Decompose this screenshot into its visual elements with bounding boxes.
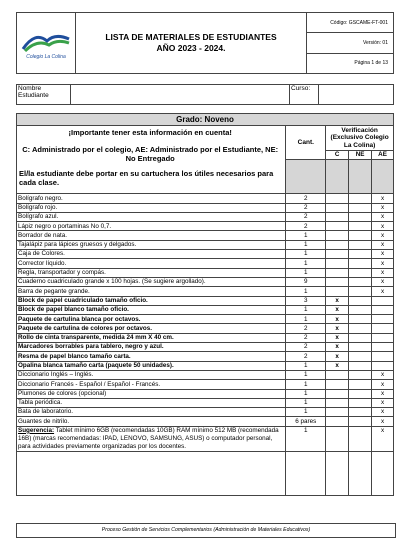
check-c[interactable] bbox=[326, 231, 349, 240]
ae-header: AE bbox=[372, 151, 394, 160]
material-row bbox=[17, 398, 394, 407]
material-description: Tajalápiz para lápices gruesos y delgados. bbox=[17, 240, 286, 249]
check-c[interactable]: x bbox=[326, 324, 349, 333]
material-description: Diccionario Francés - Español / Español - Francés. bbox=[17, 380, 286, 389]
material-description: Regla, transportador y compás. bbox=[17, 268, 286, 277]
blank-c bbox=[326, 451, 349, 495]
material-quantity: 2 bbox=[286, 333, 326, 342]
material-description: Bolígrafo negro. bbox=[17, 194, 286, 203]
check-ae[interactable]: x bbox=[372, 250, 394, 259]
material-quantity: 1 bbox=[286, 398, 326, 407]
check-ne[interactable] bbox=[349, 277, 372, 286]
material-row bbox=[17, 380, 394, 389]
material-description: Paquete de cartulina blanca por octavos. bbox=[17, 315, 286, 324]
material-description: Barra de pegante grande. bbox=[17, 287, 286, 296]
check-c[interactable] bbox=[326, 222, 349, 231]
material-quantity: 1 bbox=[286, 250, 326, 259]
title-line-2: AÑO 2023 - 2024. bbox=[156, 43, 226, 53]
document-footer: Proceso Gestión de Servicios Complementarios (Administración de Materiales Educativos) bbox=[16, 523, 396, 538]
material-row bbox=[17, 222, 394, 231]
check-ae[interactable]: x bbox=[372, 268, 394, 277]
materials-table bbox=[16, 113, 394, 496]
check-ae[interactable]: x bbox=[372, 287, 394, 296]
check-ne[interactable] bbox=[349, 231, 372, 240]
check-ne[interactable] bbox=[349, 287, 372, 296]
check-ne[interactable] bbox=[349, 370, 372, 379]
check-c[interactable] bbox=[326, 370, 349, 379]
check-ne[interactable] bbox=[349, 296, 372, 305]
material-description: Plumones de colores (opcional) bbox=[17, 389, 286, 398]
material-row bbox=[17, 370, 394, 379]
material-description: Bolígrafo azul. bbox=[17, 212, 286, 221]
c-header-fill bbox=[326, 160, 349, 194]
check-ae[interactable]: x bbox=[372, 408, 394, 417]
material-quantity: 2 bbox=[286, 212, 326, 221]
material-quantity: 1 bbox=[286, 240, 326, 249]
material-description: Diccionario Inglés – Inglés. bbox=[17, 370, 286, 379]
blank-qty bbox=[286, 451, 326, 495]
check-c[interactable]: x bbox=[326, 333, 349, 342]
check-ne[interactable] bbox=[349, 333, 372, 342]
ne-header: NE bbox=[349, 151, 372, 160]
check-c[interactable] bbox=[326, 268, 349, 277]
page-number: Página 1 de 13 bbox=[307, 53, 394, 73]
material-quantity: 6 pares bbox=[286, 417, 326, 426]
check-ae[interactable]: x bbox=[372, 203, 394, 212]
material-row bbox=[17, 361, 394, 370]
student-info bbox=[16, 84, 394, 105]
material-row bbox=[17, 212, 394, 221]
material-description: Tabla periódica. bbox=[17, 398, 286, 407]
material-quantity: 2 bbox=[286, 194, 326, 203]
hills-logo-icon bbox=[21, 27, 71, 53]
material-row bbox=[17, 203, 394, 212]
check-c[interactable] bbox=[326, 417, 349, 426]
check-ne[interactable] bbox=[349, 380, 372, 389]
check-ne[interactable] bbox=[349, 268, 372, 277]
material-description: Corrector líquido. bbox=[17, 259, 286, 268]
student-name-label: Nombre Estudiante bbox=[17, 85, 71, 105]
check-c[interactable] bbox=[326, 408, 349, 417]
check-ae[interactable] bbox=[372, 315, 394, 324]
check-ne[interactable] bbox=[349, 222, 372, 231]
material-description: Marcadores borrables para tablero, negro y azul. bbox=[17, 343, 286, 352]
suggestion-qty: 1 bbox=[286, 426, 326, 451]
material-quantity: 1 bbox=[286, 315, 326, 324]
material-quantity: 1 bbox=[286, 305, 326, 314]
material-quantity: 2 bbox=[286, 352, 326, 361]
check-ae[interactable] bbox=[372, 352, 394, 361]
check-c[interactable]: x bbox=[326, 305, 349, 314]
check-ae[interactable]: x bbox=[372, 231, 394, 240]
check-c[interactable] bbox=[326, 398, 349, 407]
check-ae[interactable]: x bbox=[372, 222, 394, 231]
check-ae[interactable]: x bbox=[372, 389, 394, 398]
material-description: Bolígrafo rojo. bbox=[17, 203, 286, 212]
material-row bbox=[17, 277, 394, 286]
grade-heading: Grado: Noveno bbox=[17, 114, 394, 126]
ne-header-fill bbox=[349, 160, 372, 194]
material-quantity: 1 bbox=[286, 370, 326, 379]
check-c[interactable] bbox=[326, 203, 349, 212]
material-quantity: 1 bbox=[286, 287, 326, 296]
material-quantity: 1 bbox=[286, 361, 326, 370]
material-description: Rollo de cinta transparente, medida 24 mm X 40 cm. bbox=[17, 333, 286, 342]
check-ne[interactable] bbox=[349, 250, 372, 259]
material-row bbox=[17, 315, 394, 324]
material-quantity: 1 bbox=[286, 380, 326, 389]
material-description: Caja de Colores. bbox=[17, 250, 286, 259]
check-ne[interactable] bbox=[349, 212, 372, 221]
check-ae[interactable]: x bbox=[372, 370, 394, 379]
check-c[interactable] bbox=[326, 277, 349, 286]
check-ne[interactable] bbox=[349, 203, 372, 212]
check-ae[interactable]: x bbox=[372, 417, 394, 426]
check-ae[interactable]: x bbox=[372, 240, 394, 249]
check-c[interactable] bbox=[326, 389, 349, 398]
material-row bbox=[17, 352, 394, 361]
material-description: Bata de laboratorio. bbox=[17, 408, 286, 417]
material-quantity: 2 bbox=[286, 324, 326, 333]
check-ae[interactable]: x bbox=[372, 194, 394, 203]
material-row bbox=[17, 305, 394, 314]
check-ae[interactable] bbox=[372, 324, 394, 333]
material-row bbox=[17, 408, 394, 417]
material-row bbox=[17, 324, 394, 333]
material-quantity: 1 bbox=[286, 268, 326, 277]
material-row bbox=[17, 333, 394, 342]
material-description: Lápiz negro o portaminas No 0,7. bbox=[17, 222, 286, 231]
material-row bbox=[17, 296, 394, 305]
check-ae[interactable]: x bbox=[372, 277, 394, 286]
material-row bbox=[17, 389, 394, 398]
check-ne[interactable] bbox=[349, 389, 372, 398]
check-c[interactable] bbox=[326, 212, 349, 221]
check-ae[interactable]: x bbox=[372, 398, 394, 407]
material-quantity: 2 bbox=[286, 343, 326, 352]
c-header: C bbox=[326, 151, 349, 160]
check-ae[interactable]: x bbox=[372, 212, 394, 221]
blank-ne bbox=[349, 451, 372, 495]
check-ne[interactable] bbox=[349, 240, 372, 249]
material-description: Guantes de nitrilo. bbox=[17, 417, 286, 426]
blank-ae bbox=[372, 451, 394, 495]
suggestion-ne[interactable] bbox=[349, 426, 372, 451]
check-ae[interactable] bbox=[372, 361, 394, 370]
material-description: Cuaderno cuadriculado grande x 100 hojas. (Se sugiere argollado). bbox=[17, 277, 286, 286]
check-ne[interactable] bbox=[349, 361, 372, 370]
blank-row bbox=[17, 451, 286, 495]
material-description: Resma de papel blanco tamaño carta. bbox=[17, 352, 286, 361]
document-code: Código: GSCAME-FT-001 bbox=[307, 13, 394, 33]
check-ne[interactable] bbox=[349, 408, 372, 417]
check-ne[interactable] bbox=[349, 352, 372, 361]
check-ae[interactable] bbox=[372, 333, 394, 342]
school-logo bbox=[17, 13, 76, 74]
check-ne[interactable] bbox=[349, 398, 372, 407]
material-row bbox=[17, 268, 394, 277]
check-ne[interactable] bbox=[349, 194, 372, 203]
material-quantity: 2 bbox=[286, 222, 326, 231]
check-c[interactable]: x bbox=[326, 296, 349, 305]
check-ne[interactable] bbox=[349, 259, 372, 268]
course-field[interactable] bbox=[319, 85, 394, 105]
material-row bbox=[17, 259, 394, 268]
material-row bbox=[17, 250, 394, 259]
document-header bbox=[16, 12, 394, 74]
title-line-1: LISTA DE MATERIALES DE ESTUDIANTES bbox=[105, 32, 277, 42]
suggestion-cell bbox=[17, 426, 286, 451]
important-title: ¡Importante tener esta información en cuenta! bbox=[68, 128, 232, 137]
quantity-header: Cant. bbox=[286, 126, 326, 160]
check-c[interactable] bbox=[326, 380, 349, 389]
suggestion-label: Sugerencia: bbox=[18, 426, 55, 434]
material-quantity: 3 bbox=[286, 296, 326, 305]
logo-text: Colegio La Colina bbox=[26, 53, 66, 60]
material-quantity: 1 bbox=[286, 408, 326, 417]
material-quantity: 2 bbox=[286, 203, 326, 212]
check-ne[interactable] bbox=[349, 343, 372, 352]
check-c[interactable] bbox=[326, 250, 349, 259]
check-ne[interactable] bbox=[349, 315, 372, 324]
material-row bbox=[17, 231, 394, 240]
check-c[interactable]: x bbox=[326, 315, 349, 324]
student-name-field[interactable] bbox=[71, 85, 290, 105]
check-c[interactable]: x bbox=[326, 352, 349, 361]
material-quantity: 1 bbox=[286, 259, 326, 268]
check-c[interactable]: x bbox=[326, 343, 349, 352]
material-quantity: 1 bbox=[286, 389, 326, 398]
check-c[interactable] bbox=[326, 240, 349, 249]
document-title bbox=[76, 13, 307, 74]
verification-header: Verificación (Exclusivo Colegio La Colina) bbox=[326, 126, 394, 151]
check-ae[interactable] bbox=[372, 343, 394, 352]
suggestion-text: Tablet mínimo 6GB (recomendadas 10GB) RAM mínimo 512 MB (recomendada 16B) (marcas recomendadas: IPAD, LENOVO, SAMSUNG, ASUS) o computador personal, para actividades previamente organizadas por los docentes. bbox=[18, 426, 279, 450]
course-label: Curso: bbox=[290, 85, 319, 105]
material-description: Block de papel cuadriculado tamaño oficio. bbox=[17, 296, 286, 305]
document-page bbox=[16, 12, 394, 496]
legend-text: C: Administrado por el colegio, AE: Administrado por el Estudiante, NE: No Entregado bbox=[22, 145, 279, 163]
check-c[interactable]: x bbox=[326, 361, 349, 370]
material-description: Paquete de cartulina de colores por octavos. bbox=[17, 324, 286, 333]
case-note: El/la estudiante debe portar en su cartuchera los útiles necesarios para cada clase. bbox=[19, 169, 274, 187]
suggestion-ae: x bbox=[372, 426, 394, 451]
document-version: Versión: 01 bbox=[307, 33, 394, 53]
material-row bbox=[17, 194, 394, 203]
check-ae[interactable] bbox=[372, 305, 394, 314]
material-description: Block de papel blanco tamaño oficio. bbox=[17, 305, 286, 314]
check-ne[interactable] bbox=[349, 417, 372, 426]
material-quantity: 9 bbox=[286, 277, 326, 286]
material-row bbox=[17, 417, 394, 426]
check-ne[interactable] bbox=[349, 324, 372, 333]
check-c[interactable] bbox=[326, 259, 349, 268]
important-notice bbox=[17, 126, 286, 194]
ae-header-fill bbox=[372, 160, 394, 194]
check-ae[interactable]: x bbox=[372, 259, 394, 268]
suggestion-c[interactable] bbox=[326, 426, 349, 451]
check-c[interactable] bbox=[326, 287, 349, 296]
material-description: Opalina blanca tamaño carta (paquete 50 unidades). bbox=[17, 361, 286, 370]
check-c[interactable] bbox=[326, 194, 349, 203]
material-row bbox=[17, 287, 394, 296]
material-description: Borrador de nata. bbox=[17, 231, 286, 240]
check-ne[interactable] bbox=[349, 305, 372, 314]
material-row bbox=[17, 343, 394, 352]
quantity-header-fill bbox=[286, 160, 326, 194]
material-row bbox=[17, 240, 394, 249]
material-quantity: 1 bbox=[286, 231, 326, 240]
items-body bbox=[17, 194, 394, 426]
check-ae[interactable] bbox=[372, 296, 394, 305]
check-ae[interactable]: x bbox=[372, 380, 394, 389]
